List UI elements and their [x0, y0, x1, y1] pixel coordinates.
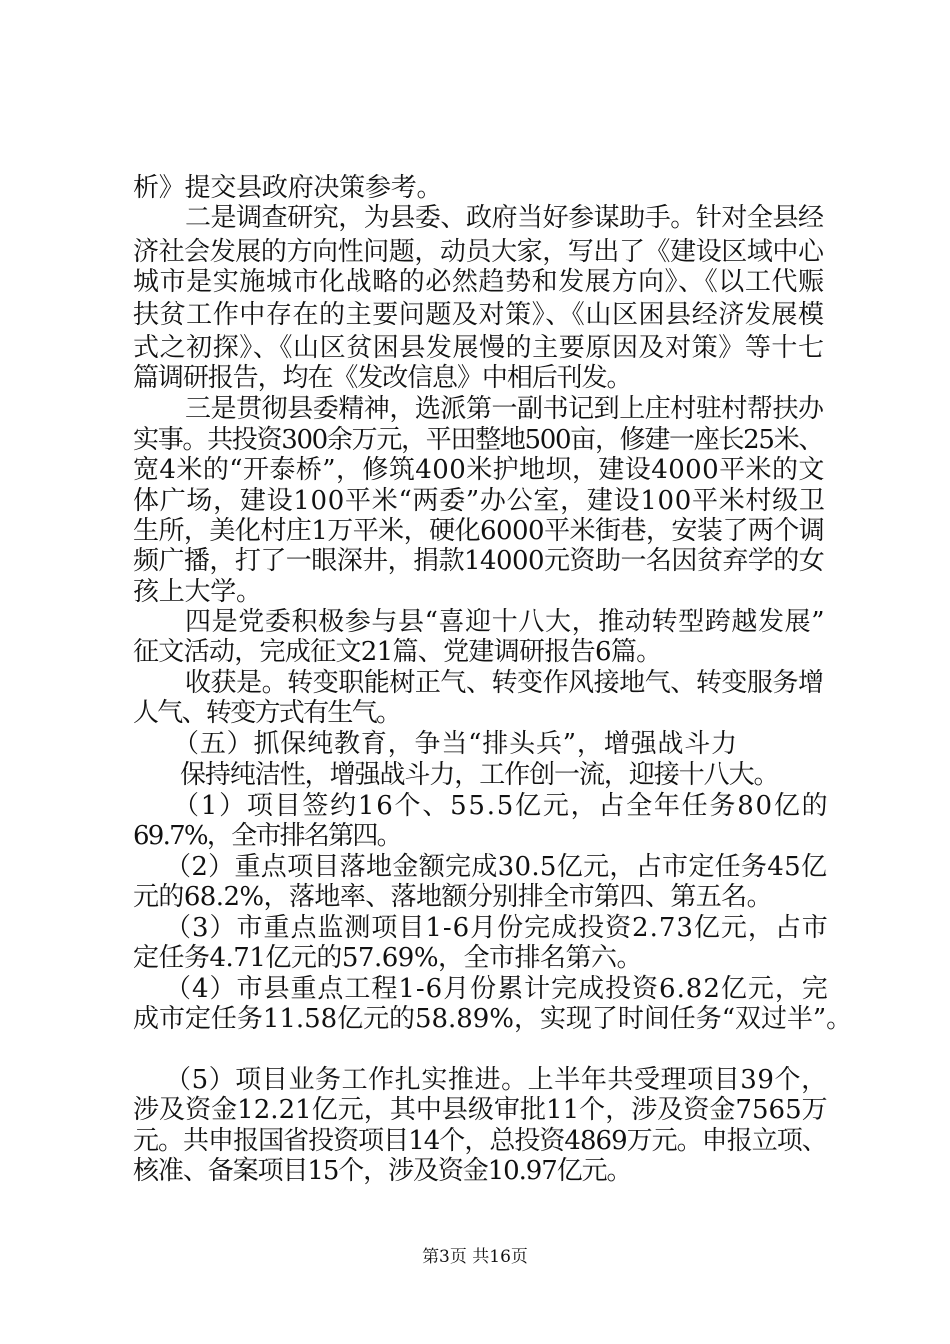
text-line: 收获是。转变职能树正气、转变作风接地气、转变服务增 — [185, 668, 824, 698]
text-line: 三是贯彻县委精神，选派第一副书记到上庄村驻村帮扶办 — [185, 394, 824, 424]
text-line: 核准、备案项目15个，涉及资金10.97亿元。 — [133, 1156, 632, 1186]
text-line: 二是调查研究，为县委、政府当好参谋助手。针对全县经 — [185, 203, 824, 233]
text-line: 体广场，建设100平米“两委”办公室，建设100平米村级卫 — [133, 486, 826, 516]
text-line: 扶贫工作中存在的主要问题及对策》、《山区困县经济发展模 — [133, 300, 825, 330]
text-line: 宽4米的“开泰桥”，修筑400米护地坝，建设4000平米的文 — [133, 455, 825, 485]
text-line: 实事。共投资300余万元，平田整地500亩，修建一座长25米、 — [133, 425, 824, 455]
text-line: 征文活动，完成征文21篇、党建调研报告6篇。 — [133, 637, 662, 667]
text-line: 元。共申报国省投资项目14个，总投资4869万元。申报立项、 — [133, 1126, 827, 1156]
text-line: 涉及资金12.21亿元，其中县级审批11个，涉及资金7565万 — [133, 1095, 828, 1125]
text-line: 人气、转变方式有生气。 — [133, 698, 401, 728]
text-line: 保持纯洁性，增强战斗力，工作创一流，迎接十八大。 — [180, 760, 779, 790]
text-line: 元的68.2%，落地率、落地额分别排全市第四、第五名。 — [133, 882, 773, 912]
text-line: 孩上大学。 — [133, 577, 262, 607]
text-line: 析》提交县政府决策参考。 — [133, 173, 443, 203]
text-line: 成市定任务11.58亿元的58.89%，实现了时间任务“双过半”。 — [133, 1004, 853, 1034]
text-line: （3）市重点监测项目1-6月份完成投资2.73亿元，占市 — [165, 913, 829, 943]
text-line: （五）抓保纯教育，争当“排头兵”，增强战斗力 — [173, 729, 738, 759]
text-line: 频广播，打了一眼深井，捐款14000元资助一名因贫弃学的女 — [133, 546, 825, 576]
text-line: 城市是实施城市化战略的必然趋势和发展方向》、《以工代赈 — [133, 267, 825, 297]
text-line: 69.7%，全市排名第四。 — [133, 821, 401, 851]
text-line: 定任务4.71亿元的57.69%，全市排名第六。 — [133, 943, 643, 973]
text-line: （2）重点项目落地金额完成30.5亿元，占市定任务45亿 — [165, 852, 828, 882]
page-number-footer: 第3页 共16页 — [422, 1247, 528, 1267]
text-line: 济社会发展的方向性问题，动员大家，写出了《建设区域中心 — [133, 237, 824, 267]
text-line: 四是党委积极参与县“喜迎十八大，推动转型跨越发展” — [185, 607, 826, 637]
text-line: 篇调研报告，均在《发改信息》中相后刊发。 — [133, 363, 632, 393]
text-line: （5）项目业务工作扎实推进。上半年共受理项目39个， — [165, 1065, 828, 1095]
text-line: 式之初探》、《山区贫困县发展慢的主要原因及对策》等十七 — [133, 333, 825, 363]
text-line: （4）市县重点工程1-6月份累计完成投资6.82亿元，完 — [165, 974, 829, 1004]
text-line: （1）项目签约16个、55.5亿元，占全年任务80亿的 — [173, 791, 830, 821]
text-line: 生所，美化村庄1万平米，硬化6000平米街巷，安装了两个调 — [133, 516, 825, 546]
